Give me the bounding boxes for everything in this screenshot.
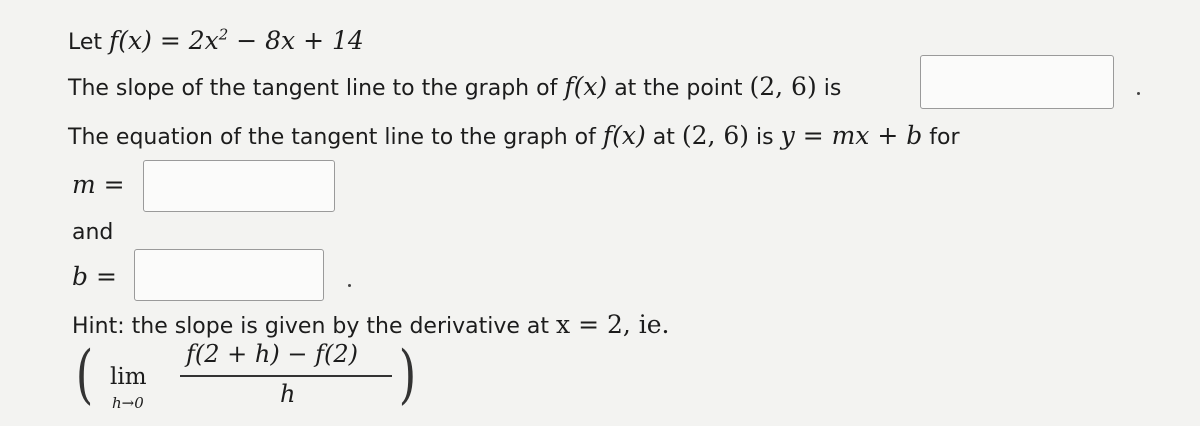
- limit-word: lim: [110, 364, 147, 390]
- function-definition: [68, 26, 364, 55]
- slope-answer-input[interactable]: [920, 55, 1114, 109]
- m-label: m =: [72, 170, 125, 199]
- fraction-bar: [180, 375, 392, 377]
- let-word: Let: [68, 30, 103, 55]
- denominator: h: [280, 380, 296, 408]
- equation-question: The equation of the tangent line to the graph of f(x) at (2, 6) is y = mx + b for: [68, 121, 960, 150]
- slope-period: [1137, 92, 1140, 95]
- left-paren: (: [75, 338, 94, 412]
- m-answer-input[interactable]: [143, 160, 335, 212]
- b-label: b =: [72, 262, 117, 291]
- numerator: f(2 + h) − f(2): [186, 340, 358, 368]
- hint-text: Hint: the slope is given by the derivative at x = 2, ie.: [72, 310, 670, 339]
- b-answer-input[interactable]: [134, 249, 324, 301]
- function-expression: $f(x) = 2x^2 - 8x + 14$: [109, 25, 364, 55]
- b-period: [348, 284, 351, 287]
- right-paren: ): [398, 338, 417, 412]
- and-word: and: [72, 220, 114, 245]
- slope-question: The slope of the tangent line to the graph of f(x) at the point (2, 6) is: [68, 72, 842, 101]
- limit-subscript: h→0: [112, 394, 144, 412]
- hint-x: x = 2, ie.: [556, 310, 670, 339]
